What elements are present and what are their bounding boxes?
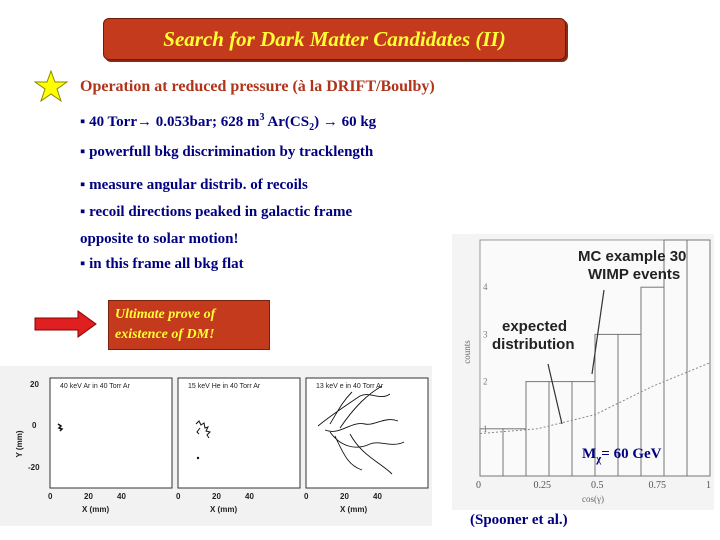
bullet-discrimination: ▪ powerfull bkg discrimination by tracklength — [80, 144, 374, 160]
xtick-label: 0 — [176, 492, 181, 501]
xtick-label: 20 — [340, 492, 349, 501]
track-panel-label: 40 keV Ar in 40 Torr Ar — [60, 383, 130, 390]
mc-annotation-line-1: MC example 30 — [578, 248, 687, 265]
mc-xtick-label: 0.25 — [533, 480, 551, 491]
track-panel-label: 15 keV He in 40 Torr Ar — [188, 383, 261, 390]
star-icon — [34, 70, 68, 102]
mc-xtick-label: 0.5 — [591, 480, 604, 491]
track-xlabel: X (mm) — [210, 505, 238, 514]
track-panels — [0, 366, 432, 526]
right-arrow-icon — [34, 310, 98, 338]
mc-annotation — [578, 248, 686, 284]
bullet-angular: ▪ measure angular distrib. of recoils — [80, 177, 308, 193]
xtick-label: 20 — [212, 492, 221, 501]
mc-annotation-line-2: WIMP events — [588, 266, 681, 283]
track-ylabel: Y (mm) — [15, 430, 24, 458]
bullet-opposite: opposite to solar motion! — [80, 231, 239, 247]
mc-ylabel: counts — [462, 340, 472, 364]
track-panel-label: 13 keV e in 40 Torr Ar — [316, 383, 384, 390]
mc-ytick-label: 2 — [483, 376, 488, 387]
expected-annotation-line-1: expected — [502, 318, 568, 335]
mc-ytick-label: 1 — [483, 423, 488, 434]
callout-line-1: Ultimate prove of — [115, 307, 216, 322]
bullet-pressure: ▪ 40 Torr→ 0.053bar; 628 $m^3$ $Ar(CS_2) \to 60$ kg — [80, 112, 377, 133]
bullet-galactic: ▪ recoil directions peaked in galactic frame — [80, 204, 353, 220]
heading-line: Operation at reduced pressure (à la DRIFT/Boulby) — [80, 78, 435, 95]
track-xlabel: X (mm) — [340, 505, 368, 514]
xtick-label: 20 — [84, 492, 93, 501]
wimp-mass-label: $M_\chi= 60$ GeV — [582, 446, 662, 465]
xtick-label: 0 — [48, 492, 53, 501]
callout-box — [108, 300, 270, 350]
bullet-flat: ▪ in this frame all bkg flat — [80, 256, 244, 272]
mc-xlabel: cos(γ) — [582, 494, 604, 504]
mc-ytick-label: 4 — [483, 282, 488, 293]
mc-xtick-label: 0 — [476, 480, 481, 491]
xtick-label: 40 — [373, 492, 382, 501]
track-xlabel: X (mm) — [82, 505, 110, 514]
expected-annotation-line-2: distribution — [492, 336, 575, 353]
xtick-label: 40 — [245, 492, 254, 501]
mc-xtick-label: 0.75 — [648, 480, 666, 491]
slide-title: Search for Dark Matter Candidates (II) — [163, 26, 506, 51]
mc-xtick-label: 1 — [706, 480, 711, 491]
ytick-label: 0 — [32, 421, 37, 430]
xtick-label: 40 — [117, 492, 126, 501]
expected-annotation — [492, 318, 575, 354]
xtick-label: 0 — [304, 492, 309, 501]
ytick-label: -20 — [28, 463, 40, 472]
ytick-label: 20 — [30, 380, 39, 389]
callout-line-2: existence of DM! — [115, 327, 215, 342]
citation: (Spooner et al.) — [470, 512, 568, 528]
slide-title-box — [103, 18, 566, 60]
mc-ytick-label: 3 — [483, 329, 488, 340]
